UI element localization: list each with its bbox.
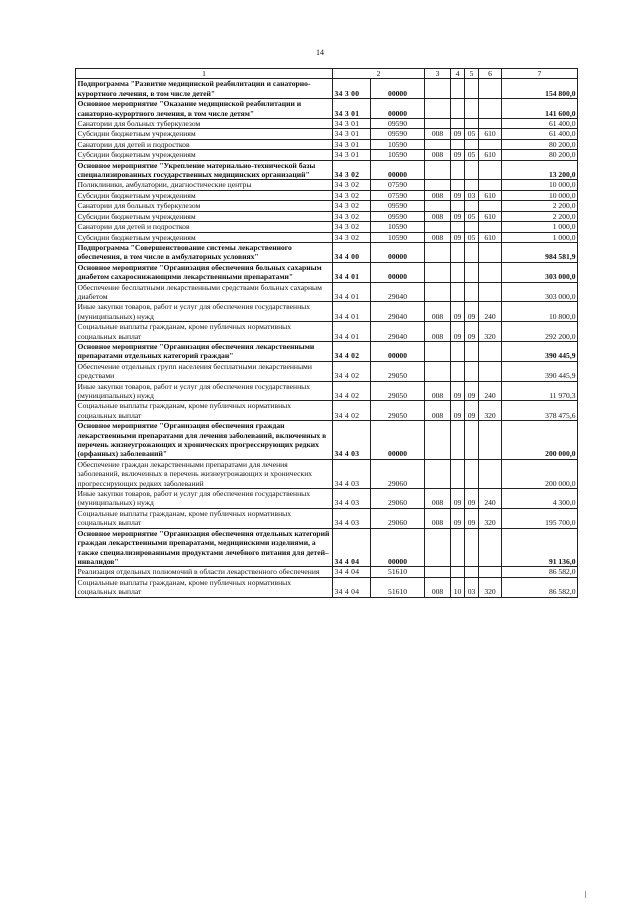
cell-direction-code: 10590 (371, 232, 425, 242)
cell-subsection-code (465, 262, 479, 282)
cell-expense-type (479, 160, 502, 180)
header-col-6: 6 (479, 69, 502, 79)
cell-program-code: 34 3 01 (333, 150, 371, 160)
scan-edge-mark (585, 891, 586, 898)
cell-direction-code: 29040 (371, 282, 425, 302)
cell-subsection-code (465, 341, 479, 361)
cell-direction-code: 29050 (371, 401, 425, 421)
cell-amount: 1 000,0 (502, 222, 578, 232)
cell-subsection-code: 09 (465, 381, 479, 401)
cell-direction-code: 10590 (371, 150, 425, 160)
cell-name: Субсидии бюджетным учреждениям (76, 232, 333, 242)
cell-amount: 4 300,0 (502, 489, 578, 509)
cell-program-code: 34 3 02 (333, 222, 371, 232)
cell-name: Иные закупки товаров, работ и услуг для обеспечения государственных (муниципальных) нужд (76, 381, 333, 401)
cell-program-code: 34 3 01 (333, 139, 371, 149)
cell-section-code: 09 (451, 150, 465, 160)
cell-program-code: 34 4 02 (333, 361, 371, 381)
table-row (76, 508, 578, 528)
cell-program-code: 34 4 04 (333, 528, 371, 567)
cell-expense-type: 610 (479, 232, 502, 242)
cell-direction-code: 29060 (371, 508, 425, 528)
cell-program-code: 34 3 01 (333, 119, 371, 129)
cell-program-code: 34 3 02 (333, 190, 371, 200)
cell-direction-code: 09590 (371, 211, 425, 221)
cell-direction-code: 00000 (371, 160, 425, 180)
cell-expense-type (479, 282, 502, 302)
table-row (76, 129, 578, 139)
cell-name: Основное мероприятие "Укрепление материально-технической базы специализированных государственных медицинских организаций" (76, 160, 333, 180)
cell-program-code: 34 4 02 (333, 341, 371, 361)
cell-program-code: 34 4 00 (333, 242, 371, 262)
cell-program-code: 34 3 01 (333, 99, 371, 119)
cell-subsection-code: 05 (465, 232, 479, 242)
cell-amount: 13 200,0 (502, 160, 578, 180)
header-col-2: 2 (333, 69, 425, 79)
cell-amount: 390 445,9 (502, 361, 578, 381)
cell-ministry-code: 008 (425, 211, 451, 221)
cell-expense-type: 240 (479, 381, 502, 401)
cell-name: Субсидии бюджетным учреждениям (76, 129, 333, 139)
cell-program-code: 34 4 01 (333, 262, 371, 282)
cell-name: Поликлиники, амбулатории, диагностические центры (76, 180, 333, 190)
cell-subsection-code: 09 (465, 302, 479, 322)
cell-name: Санатории для больных туберкулезом (76, 119, 333, 129)
cell-ministry-code (425, 119, 451, 129)
cell-amount: 984 581,9 (502, 242, 578, 262)
cell-subsection-code: 09 (465, 322, 479, 342)
cell-expense-type (479, 361, 502, 381)
cell-name: Подпрограмма "Совершенствование системы лекарственного обеспечения, в том числе в амбулаторных условиях" (76, 242, 333, 262)
budget-table (75, 68, 578, 598)
cell-name: Социальные выплаты гражданам, кроме публичных нормативных социальных выплат (76, 508, 333, 528)
cell-section-code (451, 262, 465, 282)
cell-program-code: 34 3 00 (333, 79, 371, 99)
cell-amount: 11 970,3 (502, 381, 578, 401)
cell-section-code: 09 (451, 381, 465, 401)
cell-name: Субсидии бюджетным учреждениям (76, 150, 333, 160)
cell-direction-code: 51610 (371, 567, 425, 577)
cell-expense-type (479, 139, 502, 149)
cell-subsection-code (465, 361, 479, 381)
cell-direction-code: 29060 (371, 489, 425, 509)
table-row (76, 302, 578, 322)
cell-subsection-code (465, 459, 479, 488)
cell-section-code (451, 79, 465, 99)
cell-ministry-code: 008 (425, 232, 451, 242)
cell-name: Санатории для детей и подростков (76, 139, 333, 149)
cell-amount: 303 000,0 (502, 282, 578, 302)
cell-name: Основное мероприятие "Организация обеспечения лекарственными препаратами отдельных категорий граждан" (76, 341, 333, 361)
cell-amount: 86 582,0 (502, 567, 578, 577)
cell-name: Иные закупки товаров, работ и услуг для обеспечения государственных (муниципальных) нужд (76, 302, 333, 322)
cell-amount: 61 400,0 (502, 119, 578, 129)
cell-ministry-code (425, 341, 451, 361)
cell-direction-code: 10590 (371, 222, 425, 232)
cell-expense-type (479, 222, 502, 232)
header-col-3: 3 (425, 69, 451, 79)
cell-direction-code: 09590 (371, 201, 425, 211)
cell-subsection-code: 03 (465, 577, 479, 597)
cell-section-code (451, 139, 465, 149)
cell-direction-code: 00000 (371, 528, 425, 567)
cell-program-code: 34 4 03 (333, 421, 371, 460)
cell-ministry-code: 008 (425, 302, 451, 322)
cell-name: Санатории для больных туберкулезом (76, 201, 333, 211)
page-number: 14 (316, 48, 324, 57)
cell-amount: 80 200,0 (502, 139, 578, 149)
cell-ministry-code (425, 361, 451, 381)
header-col-5: 5 (465, 69, 479, 79)
cell-ministry-code (425, 79, 451, 99)
cell-program-code: 34 3 02 (333, 180, 371, 190)
cell-amount: 292 200,0 (502, 322, 578, 342)
cell-name: Обеспечение граждан лекарственными препаратами для лечения заболеваний, включенных в перечень жизнеугрожающих и хронических прогрессирующих редких заболеваний (76, 459, 333, 488)
cell-program-code: 34 4 01 (333, 322, 371, 342)
table-row (76, 322, 578, 342)
table-row (76, 421, 578, 460)
cell-name: Реализация отдельных полномочий в области лекарственного обеспечения (76, 567, 333, 577)
table-row (76, 190, 578, 200)
table-row (76, 242, 578, 262)
table-row (76, 222, 578, 232)
cell-ministry-code (425, 222, 451, 232)
cell-ministry-code: 008 (425, 401, 451, 421)
table-row (76, 361, 578, 381)
cell-ministry-code: 008 (425, 489, 451, 509)
table-row (76, 211, 578, 221)
cell-ministry-code (425, 567, 451, 577)
table-row (76, 201, 578, 211)
cell-program-code: 34 3 01 (333, 129, 371, 139)
cell-direction-code: 07590 (371, 180, 425, 190)
cell-ministry-code (425, 459, 451, 488)
cell-program-code: 34 4 04 (333, 567, 371, 577)
cell-expense-type (479, 459, 502, 488)
cell-expense-type (479, 262, 502, 282)
cell-ministry-code (425, 528, 451, 567)
cell-program-code: 34 4 02 (333, 381, 371, 401)
cell-subsection-code (465, 222, 479, 232)
cell-name: Основное мероприятие "Организация обеспечения граждан лекарственными препаратами для лечения заболеваний, включенных в перечень жизнеугрожающих и хронических прогрессирующих редких (орфанных) заболеваний" (76, 421, 333, 460)
table-row (76, 150, 578, 160)
table-row (76, 381, 578, 401)
table-row (76, 401, 578, 421)
cell-subsection-code: 09 (465, 489, 479, 509)
cell-amount: 80 200,0 (502, 150, 578, 160)
cell-direction-code: 00000 (371, 341, 425, 361)
cell-program-code: 34 4 03 (333, 489, 371, 509)
cell-expense-type (479, 119, 502, 129)
cell-direction-code: 00000 (371, 262, 425, 282)
cell-direction-code: 29060 (371, 459, 425, 488)
cell-ministry-code (425, 282, 451, 302)
cell-expense-type: 320 (479, 322, 502, 342)
cell-amount: 195 700,0 (502, 508, 578, 528)
cell-subsection-code (465, 160, 479, 180)
cell-expense-type: 610 (479, 190, 502, 200)
cell-subsection-code: 03 (465, 190, 479, 200)
cell-amount: 141 600,0 (502, 99, 578, 119)
cell-section-code (451, 567, 465, 577)
table-row (76, 341, 578, 361)
cell-subsection-code (465, 282, 479, 302)
header-col-4: 4 (451, 69, 465, 79)
table-row (76, 528, 578, 567)
header-col-7: 7 (502, 69, 578, 79)
cell-section-code (451, 361, 465, 381)
cell-expense-type (479, 180, 502, 190)
cell-subsection-code: 05 (465, 129, 479, 139)
cell-direction-code: 29040 (371, 322, 425, 342)
cell-section-code: 09 (451, 508, 465, 528)
cell-section-code: 09 (451, 322, 465, 342)
cell-direction-code: 51610 (371, 577, 425, 597)
cell-name: Субсидии бюджетным учреждениям (76, 211, 333, 221)
cell-program-code: 34 3 02 (333, 232, 371, 242)
cell-expense-type (479, 341, 502, 361)
cell-direction-code: 00000 (371, 99, 425, 119)
cell-section-code (451, 528, 465, 567)
cell-name: Санатории для детей и подростков (76, 222, 333, 232)
cell-section-code: 09 (451, 302, 465, 322)
cell-name: Основное мероприятие "Организация обеспечения больных сахарным диабетом сахароснижающими лекарственными препаратами" (76, 262, 333, 282)
table-row (76, 139, 578, 149)
cell-amount: 1 000,0 (502, 232, 578, 242)
cell-name: Социальные выплаты гражданам, кроме публичных нормативных социальных выплат (76, 401, 333, 421)
cell-ministry-code: 008 (425, 190, 451, 200)
cell-program-code: 34 3 02 (333, 201, 371, 211)
cell-direction-code: 00000 (371, 79, 425, 99)
cell-section-code (451, 282, 465, 302)
cell-ministry-code (425, 139, 451, 149)
cell-ministry-code (425, 160, 451, 180)
cell-amount: 10 000,0 (502, 190, 578, 200)
cell-subsection-code (465, 567, 479, 577)
table-row (76, 567, 578, 577)
cell-direction-code: 29040 (371, 302, 425, 322)
cell-section-code: 09 (451, 401, 465, 421)
table-row (76, 79, 578, 99)
cell-program-code: 34 4 03 (333, 459, 371, 488)
cell-name: Иные закупки товаров, работ и услуг для обеспечения государственных (муниципальных) нужд (76, 489, 333, 509)
cell-ministry-code: 008 (425, 381, 451, 401)
cell-name: Основное мероприятие "Организация обеспечения отдельных категорий граждан лекарственными препаратами, медицинскими изделиями, а также специализированными продуктами лечебного питания для детей–инвалидов" (76, 528, 333, 567)
cell-direction-code: 29050 (371, 361, 425, 381)
cell-program-code: 34 4 04 (333, 577, 371, 597)
cell-amount: 61 400,0 (502, 129, 578, 139)
cell-ministry-code: 008 (425, 129, 451, 139)
cell-section-code: 10 (451, 577, 465, 597)
cell-amount: 2 200,0 (502, 201, 578, 211)
cell-program-code: 34 4 01 (333, 302, 371, 322)
cell-program-code: 34 4 01 (333, 282, 371, 302)
cell-ministry-code (425, 421, 451, 460)
cell-direction-code: 07590 (371, 190, 425, 200)
cell-amount: 86 582,0 (502, 577, 578, 597)
cell-section-code (451, 459, 465, 488)
cell-expense-type: 320 (479, 508, 502, 528)
cell-name: Обеспечение отдельных групп населения бесплатными лекарственными средствами (76, 361, 333, 381)
table-row (76, 232, 578, 242)
cell-direction-code: 29050 (371, 381, 425, 401)
cell-subsection-code (465, 139, 479, 149)
cell-amount: 200 000,0 (502, 421, 578, 460)
cell-program-code: 34 4 03 (333, 508, 371, 528)
cell-expense-type (479, 421, 502, 460)
cell-direction-code: 09590 (371, 119, 425, 129)
cell-subsection-code: 05 (465, 150, 479, 160)
cell-direction-code: 00000 (371, 242, 425, 262)
cell-ministry-code: 008 (425, 508, 451, 528)
cell-subsection-code (465, 242, 479, 262)
cell-subsection-code (465, 421, 479, 460)
cell-expense-type: 240 (479, 302, 502, 322)
table-row (76, 577, 578, 597)
cell-name: Обеспечение бесплатными лекарственными средствами больных сахарным диабетом (76, 282, 333, 302)
cell-name: Социальные выплаты гражданам, кроме публичных нормативных социальных выплат (76, 577, 333, 597)
cell-subsection-code: 09 (465, 508, 479, 528)
cell-ministry-code: 008 (425, 150, 451, 160)
cell-section-code (451, 119, 465, 129)
cell-subsection-code (465, 528, 479, 567)
cell-amount: 154 800,0 (502, 79, 578, 99)
cell-expense-type (479, 242, 502, 262)
cell-subsection-code (465, 99, 479, 119)
table-row (76, 262, 578, 282)
cell-name: Подпрограмма "Развитие медицинской реабилитации и санаторно-курортного лечения, в том числе детей" (76, 79, 333, 99)
cell-amount: 378 475,6 (502, 401, 578, 421)
cell-program-code: 34 3 02 (333, 211, 371, 221)
cell-ministry-code (425, 99, 451, 119)
cell-ministry-code: 008 (425, 322, 451, 342)
cell-ministry-code (425, 242, 451, 262)
cell-program-code: 34 3 02 (333, 160, 371, 180)
cell-amount: 10 000,0 (502, 180, 578, 190)
table-row (76, 489, 578, 509)
cell-expense-type: 610 (479, 211, 502, 221)
cell-expense-type: 320 (479, 401, 502, 421)
header-col-1: 1 (76, 69, 333, 79)
cell-section-code: 09 (451, 232, 465, 242)
cell-name: Основное мероприятие "Оказание медицинской реабилитации и санаторно-курортного лечения, в том числе детям" (76, 99, 333, 119)
cell-ministry-code (425, 262, 451, 282)
cell-section-code: 09 (451, 129, 465, 139)
table-row (76, 119, 578, 129)
cell-amount: 10 800,0 (502, 302, 578, 322)
cell-expense-type (479, 567, 502, 577)
table-row (76, 160, 578, 180)
table-row (76, 459, 578, 488)
cell-program-code: 34 4 02 (333, 401, 371, 421)
cell-subsection-code (465, 79, 479, 99)
cell-subsection-code: 05 (465, 211, 479, 221)
cell-amount: 200 000,0 (502, 459, 578, 488)
cell-section-code (451, 341, 465, 361)
cell-ministry-code (425, 201, 451, 211)
cell-amount: 2 200,0 (502, 211, 578, 221)
cell-section-code: 09 (451, 489, 465, 509)
table-row (76, 99, 578, 119)
cell-expense-type (479, 201, 502, 211)
cell-expense-type (479, 79, 502, 99)
cell-subsection-code (465, 119, 479, 129)
cell-section-code (451, 180, 465, 190)
cell-section-code (451, 160, 465, 180)
cell-direction-code: 10590 (371, 139, 425, 149)
cell-section-code (451, 201, 465, 211)
cell-amount: 390 445,9 (502, 341, 578, 361)
cell-direction-code: 00000 (371, 421, 425, 460)
cell-expense-type: 320 (479, 577, 502, 597)
cell-ministry-code (425, 180, 451, 190)
cell-section-code (451, 242, 465, 262)
cell-section-code (451, 222, 465, 232)
table-row (76, 180, 578, 190)
table-header-row (76, 69, 578, 79)
cell-direction-code: 09590 (371, 129, 425, 139)
cell-expense-type: 610 (479, 129, 502, 139)
cell-expense-type (479, 99, 502, 119)
cell-ministry-code: 008 (425, 577, 451, 597)
cell-subsection-code: 09 (465, 401, 479, 421)
table-body (76, 79, 578, 597)
cell-section-code: 09 (451, 211, 465, 221)
cell-amount: 91 136,0 (502, 528, 578, 567)
cell-section-code: 09 (451, 190, 465, 200)
cell-amount: 303 000,0 (502, 262, 578, 282)
cell-expense-type: 610 (479, 150, 502, 160)
table-row (76, 282, 578, 302)
cell-section-code (451, 99, 465, 119)
cell-subsection-code (465, 201, 479, 211)
cell-name: Субсидии бюджетным учреждениям (76, 190, 333, 200)
cell-section-code (451, 421, 465, 460)
cell-expense-type (479, 528, 502, 567)
cell-subsection-code (465, 180, 479, 190)
cell-expense-type: 240 (479, 489, 502, 509)
cell-name: Социальные выплаты гражданам, кроме публичных нормативных социальных выплат (76, 322, 333, 342)
